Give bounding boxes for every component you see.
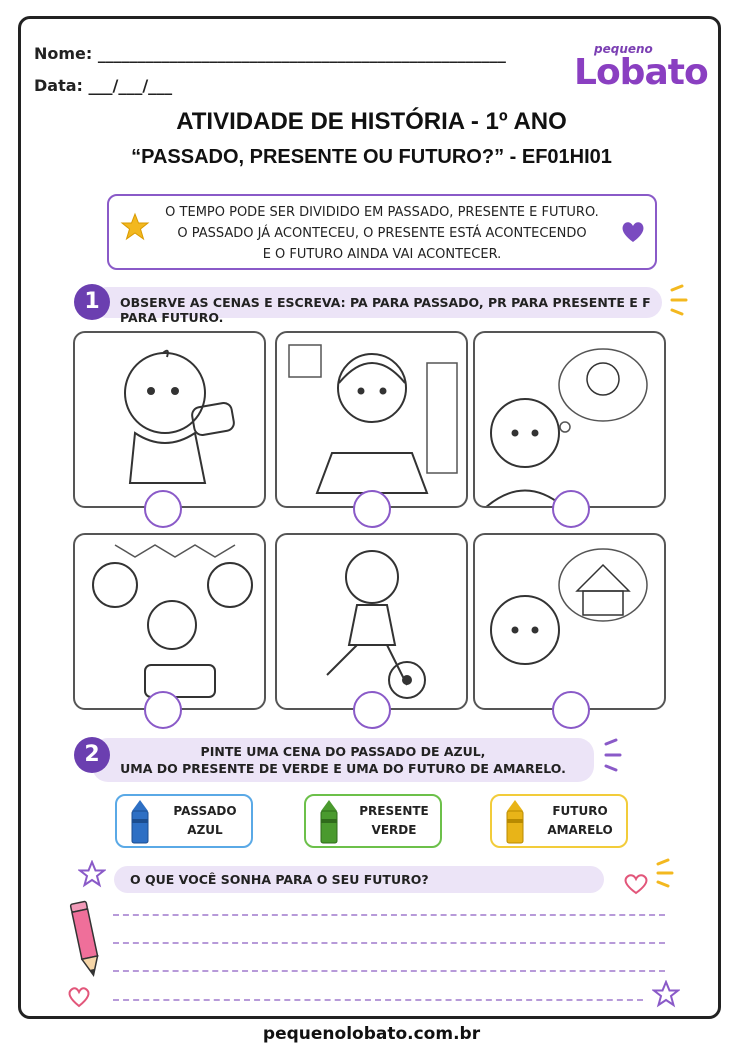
answer-circle-6[interactable] <box>552 691 590 729</box>
heart-outline-icon <box>622 872 650 896</box>
question-1-bar <box>92 287 662 325</box>
question-2-bar <box>92 738 594 782</box>
blue-crayon-icon <box>129 799 151 845</box>
logo-big-text: Lobato <box>574 52 708 93</box>
info-line-2: O PASSADO JÁ ACONTECEU, O PRESENTE ESTÁ ACONTECENDO <box>177 226 587 241</box>
info-line-3: E O FUTURO AINDA VAI ACONTECER. <box>262 247 502 262</box>
crayon-label-presente: PRESENTE <box>359 804 429 818</box>
question-1-badge: 1 <box>74 284 110 320</box>
page-subtitle: “PASSADO, PRESENTE OU FUTURO?” - EF01HI01 <box>131 146 612 168</box>
pencil-icon <box>66 898 106 982</box>
writing-line-4[interactable] <box>113 999 643 1001</box>
date-field-label[interactable]: Data: ___/___/___ <box>34 76 173 95</box>
crayon-box-presente <box>304 794 442 848</box>
answer-circle-1[interactable] <box>144 490 182 528</box>
scene-baby-with-bottle <box>73 331 266 508</box>
question-2-badge: 2 <box>74 737 110 773</box>
sparkle-icon <box>668 284 690 316</box>
yellow-crayon-icon <box>504 799 526 845</box>
writing-line-3[interactable] <box>113 970 665 972</box>
info-line-1: O TEMPO PODE SER DIVIDIDO EM PASSADO, PRESENTE E FUTURO. <box>165 205 599 220</box>
crayon-box-futuro <box>490 794 628 848</box>
scene-boy-dreaming-house <box>473 533 666 710</box>
answer-circle-3[interactable] <box>552 490 590 528</box>
sparkle-icon <box>654 858 676 888</box>
answer-circle-2[interactable] <box>353 490 391 528</box>
star-outline-icon <box>78 860 106 888</box>
logo-small-text: pequeno <box>594 42 653 56</box>
crayon-box-passado <box>115 794 253 848</box>
heart-outline-icon <box>66 986 92 1008</box>
name-field-label[interactable]: Nome: ___________________________________________________ <box>34 44 506 63</box>
answer-circle-5[interactable] <box>353 691 391 729</box>
star-icon <box>120 212 150 242</box>
crayon-label-passado: PASSADO <box>173 804 237 818</box>
star-outline-icon <box>652 980 680 1008</box>
question-3-bar <box>114 866 604 893</box>
green-crayon-icon <box>318 799 340 845</box>
scene-birthday-party <box>73 533 266 710</box>
crayon-color-verde: VERDE <box>371 823 417 837</box>
scene-boy-dreaming-doctor <box>473 331 666 508</box>
crayon-color-amarelo: AMARELO <box>547 823 613 837</box>
page-title: ATIVIDADE DE HISTÓRIA - 1º ANO <box>176 108 567 135</box>
writing-line-1[interactable] <box>113 914 665 916</box>
crayon-color-azul: AZUL <box>187 823 223 837</box>
scene-boy-playing-soccer <box>275 533 468 710</box>
question-3-text: O QUE VOCÊ SONHA PARA O SEU FUTURO? <box>130 872 429 887</box>
question-2-line-2: UMA DO PRESENTE DE VERDE E UMA DO FUTURO DE AMARELO. <box>120 761 566 776</box>
heart-icon <box>620 220 646 244</box>
question-2-line-1: PINTE UMA CENA DO PASSADO DE AZUL, <box>200 744 486 759</box>
question-1-text: OBSERVE AS CENAS E ESCREVA: PA PARA PASSADO, PR PARA PRESENTE E F PARA FUTURO. <box>120 295 651 325</box>
info-box <box>107 194 657 270</box>
pequeno-lobato-logo <box>572 42 712 97</box>
sparkle-icon <box>602 738 624 772</box>
crayon-label-futuro: FUTURO <box>552 804 608 818</box>
footer-website: pequenolobato.com.br <box>262 1024 481 1044</box>
scene-girl-writing <box>275 331 468 508</box>
writing-line-2[interactable] <box>113 942 665 944</box>
answer-circle-4[interactable] <box>144 691 182 729</box>
